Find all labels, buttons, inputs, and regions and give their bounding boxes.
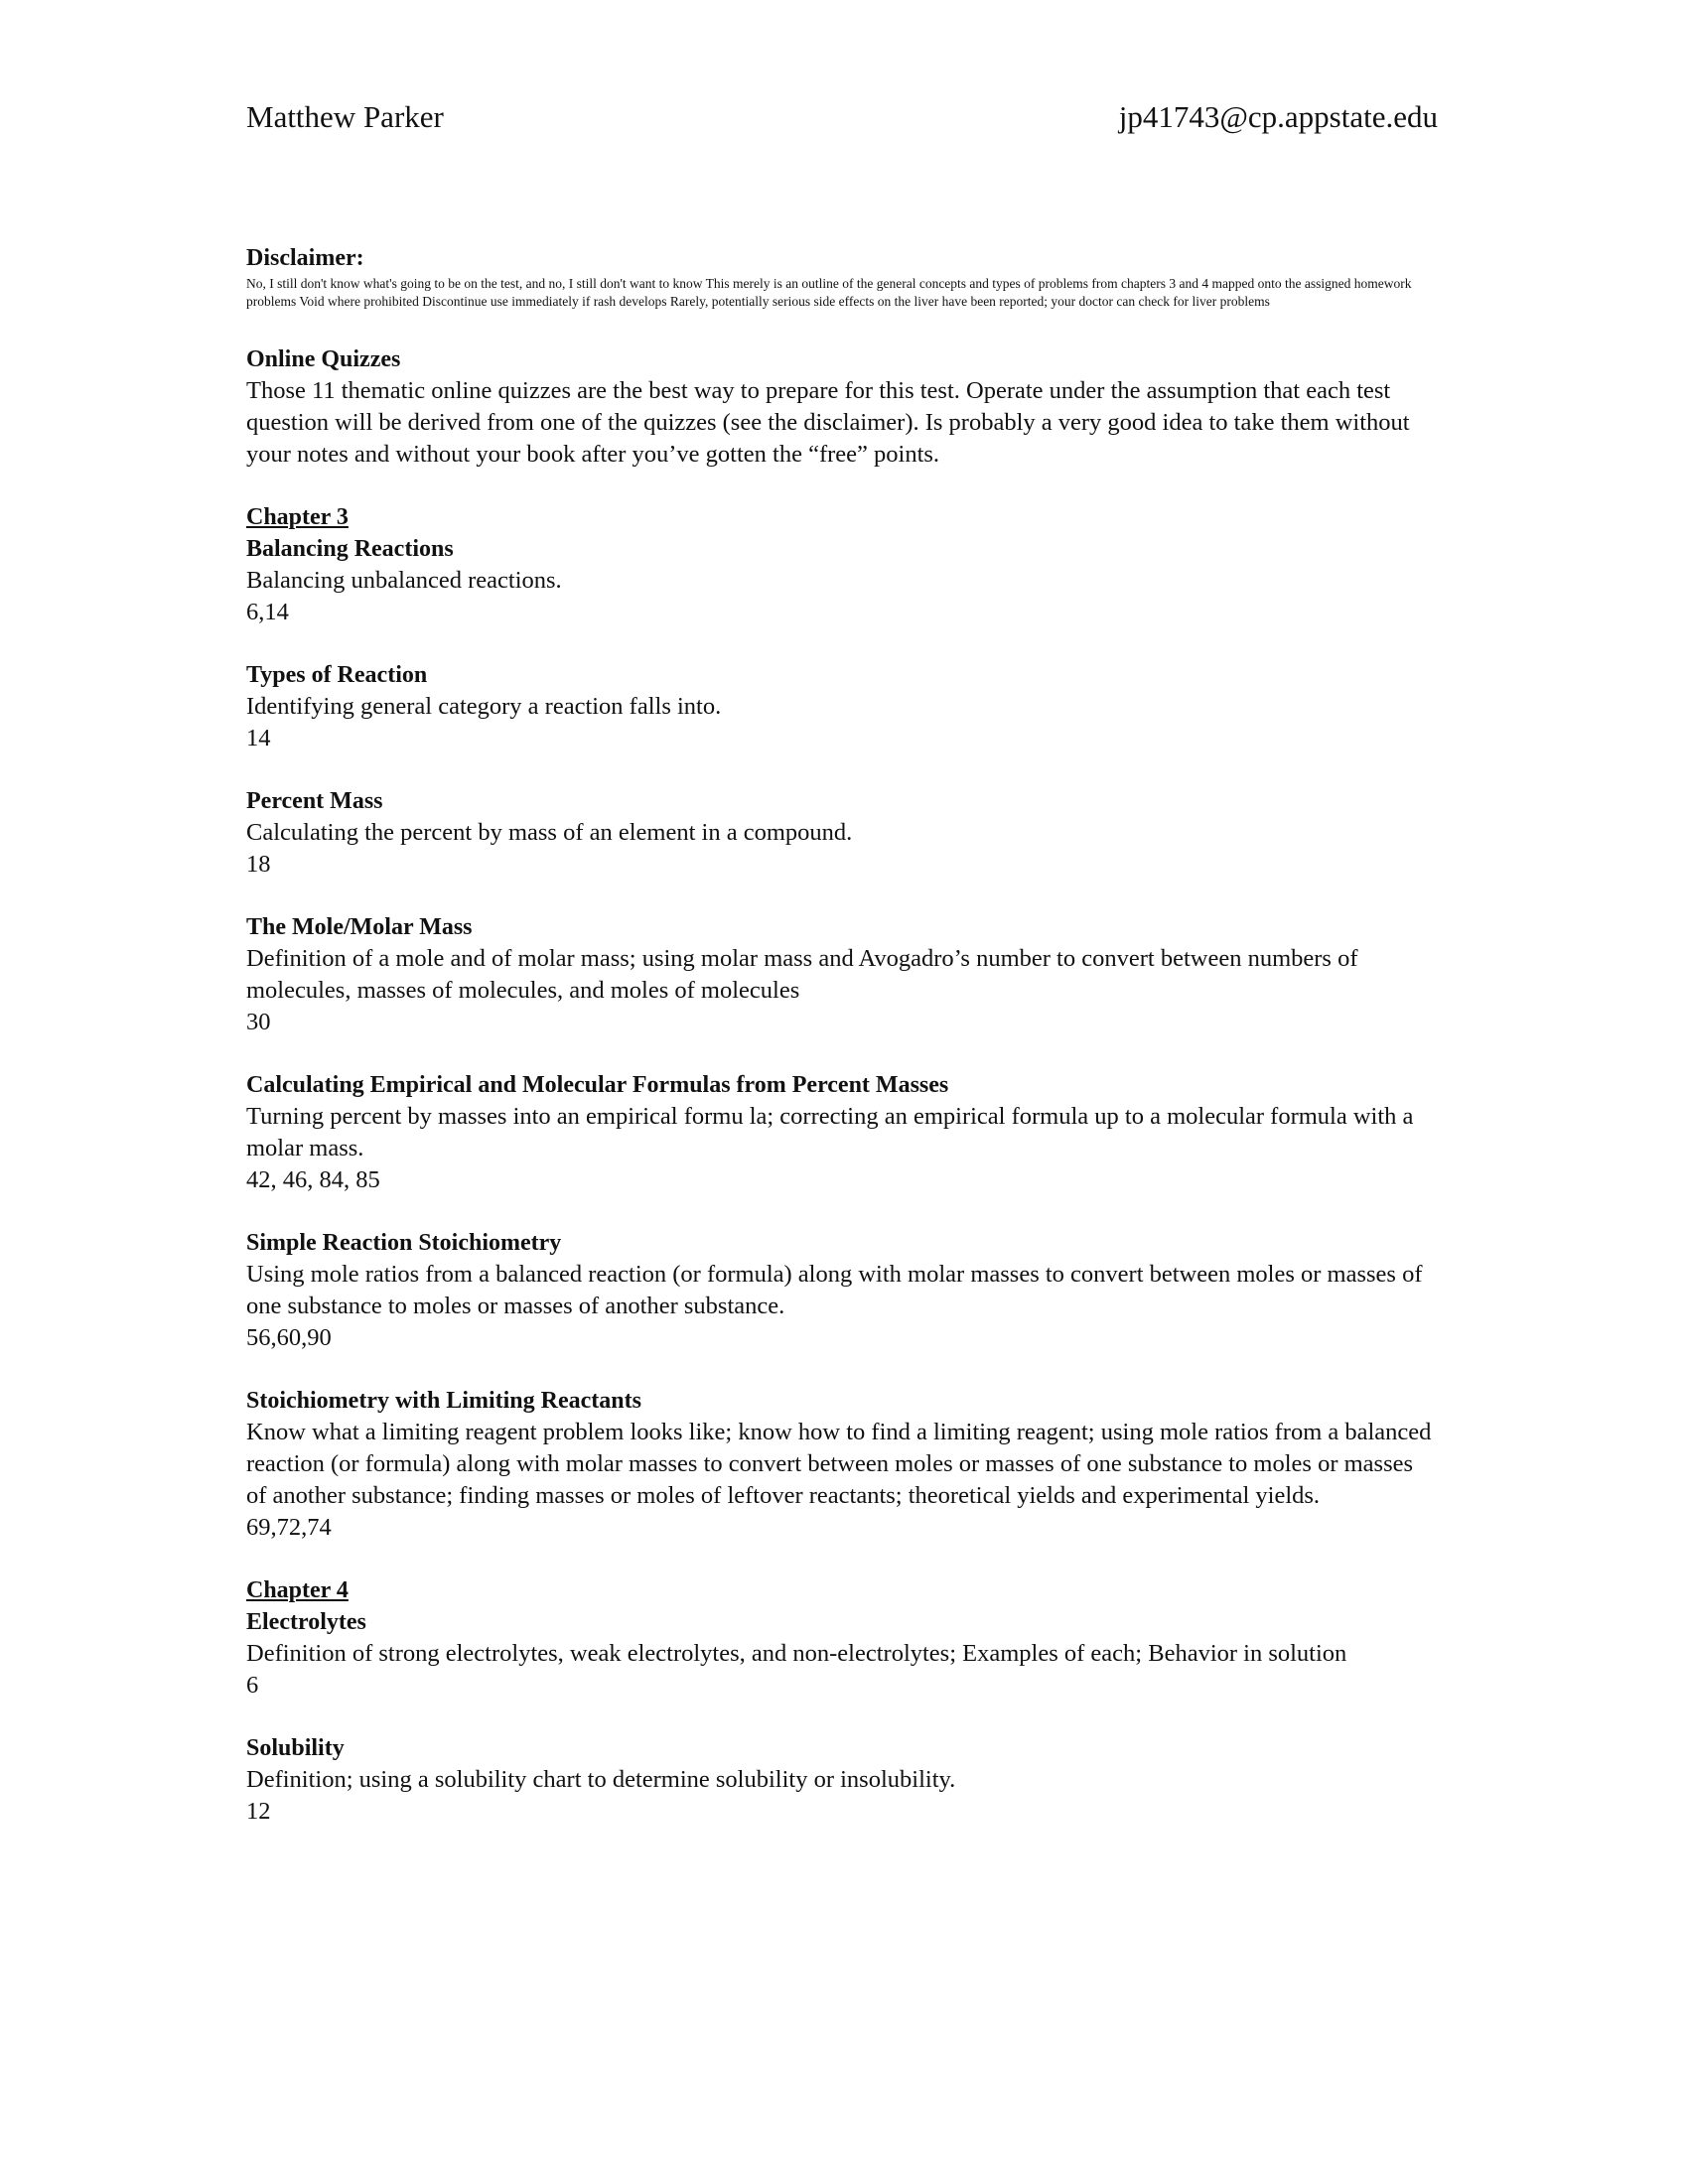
- topic-problems: 69,72,74: [246, 1514, 332, 1541]
- topic-problems: 42, 46, 84, 85: [246, 1166, 380, 1193]
- topic-electrolytes: [246, 1606, 1438, 1702]
- topic-problems: 56,60,90: [246, 1324, 332, 1351]
- author-name: Matthew Parker: [246, 99, 444, 134]
- topic-mole-molar-mass: [246, 911, 1438, 1038]
- topic-title: Percent Mass: [246, 788, 383, 814]
- disclaimer-text: No, I still don't know what's going to be on the test, and no, I still don't want to know This merely is an outline of the general concepts and types of problems from chapters 3 and 4 mapped onto the assigned homework problems Void where prohibited Discontinue use immediately if rash develops Rarely, potentially serious side effects on the liver have been reported; your doctor can check for liver problems: [246, 276, 1412, 309]
- topic-problems: 6: [246, 1672, 259, 1699]
- disclaimer-section: [246, 243, 1438, 311]
- topic-title: Electrolytes: [246, 1609, 366, 1635]
- topic-title: The Mole/Molar Mass: [246, 914, 473, 940]
- page-header: [246, 97, 1438, 137]
- topic-solubility: [246, 1732, 1438, 1828]
- topic-problems: 30: [246, 1009, 271, 1035]
- online-quizzes-section: [246, 343, 1438, 471]
- topic-percent-mass: [246, 785, 1438, 881]
- chapter-title: Chapter 3: [246, 504, 349, 530]
- topic-title: Calculating Empirical and Molecular Formulas from Percent Masses: [246, 1072, 949, 1098]
- topic-title: Simple Reaction Stoichiometry: [246, 1230, 562, 1256]
- chapter-4-section: [246, 1574, 1438, 1828]
- topic-description: Know what a limiting reagent problem looks like; know how to find a limiting reagent; using mole ratios from a balanced reaction (or formula) along with molar masses to convert between moles or masses of one substance to moles or masses of another substance; finding masses or moles of leftover reactants; theoretical yields and experimental yields.: [246, 1419, 1432, 1509]
- topic-limiting-reactants: [246, 1385, 1438, 1544]
- topic-title: Stoichiometry with Limiting Reactants: [246, 1388, 641, 1414]
- topic-description: Turning percent by masses into an empirical formu la; correcting an empirical formula up to a molecular formula with a molar mass.: [246, 1103, 1414, 1161]
- topic-description: Definition of a mole and of molar mass; using molar mass and Avogadro’s number to convert between numbers of molecules, masses of molecules, and moles of molecules: [246, 945, 1358, 1004]
- topic-balancing-reactions: [246, 533, 1438, 628]
- chapter-3-section: [246, 501, 1438, 1544]
- topic-simple-stoichiometry: [246, 1227, 1438, 1354]
- online-quizzes-text: Those 11 thematic online quizzes are the best way to prepare for this test. Operate under the assumption that each test question will be derived from one of the quizzes (see the disclaimer). Is probably a very good idea to take them without your notes and without your book after you’ve gotten the “free” points.: [246, 377, 1410, 468]
- topic-problems: 12: [246, 1798, 271, 1825]
- topic-title: Balancing Reactions: [246, 536, 454, 562]
- topic-problems: 14: [246, 725, 271, 751]
- disclaimer-title: Disclaimer:: [246, 245, 364, 271]
- document-page: [246, 97, 1438, 1828]
- topic-title: Solubility: [246, 1735, 345, 1761]
- topic-description: Using mole ratios from a balanced reaction (or formula) along with molar masses to convert between moles or masses of one substance to moles or masses of another substance.: [246, 1261, 1423, 1319]
- topic-description: Balancing unbalanced reactions.: [246, 567, 562, 594]
- topic-empirical-molecular-formulas: [246, 1069, 1438, 1196]
- author-email: jp41743@cp.appstate.edu: [1118, 99, 1438, 134]
- topic-description: Definition of strong electrolytes, weak electrolytes, and non-electrolytes; Examples of each; Behavior in solution: [246, 1640, 1347, 1667]
- topic-description: Calculating the percent by mass of an element in a compound.: [246, 819, 853, 846]
- topic-problems: 18: [246, 851, 271, 878]
- topic-description: Identifying general category a reaction falls into.: [246, 693, 722, 720]
- topic-problems: 6,14: [246, 599, 289, 625]
- online-quizzes-title: Online Quizzes: [246, 346, 401, 372]
- topic-types-of-reaction: [246, 659, 1438, 754]
- topic-title: Types of Reaction: [246, 662, 428, 688]
- chapter-title: Chapter 4: [246, 1577, 349, 1603]
- topic-description: Definition; using a solubility chart to determine solubility or insolubility.: [246, 1766, 956, 1793]
